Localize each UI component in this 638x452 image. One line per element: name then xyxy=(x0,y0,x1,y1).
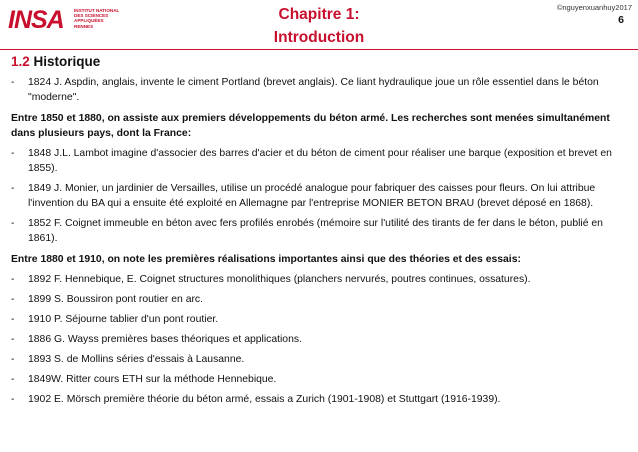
chapter-subtitle: Introduction xyxy=(273,29,365,46)
list-item xyxy=(11,352,629,367)
list-item-text: 1849 J. Monier, un jardinier de Versailles, utilise un procédé analogue pour fabriquer des caisses pour fleurs. On lui attribue l'invention du BA qui a ensuite été exploité en Allemagne par l'entreprise MONIER BETON BRAU (brevet déposé en 1868). xyxy=(28,183,596,209)
bullet-dash: - xyxy=(11,354,15,365)
bullet-dash: - xyxy=(11,77,15,88)
logo-subtitle-line: APPLIQUÉES xyxy=(74,18,104,24)
list-item xyxy=(11,392,629,407)
lead-paragraph: Entre 1880 et 1910, on note les premières réalisations importantes ainsi que des théories et des essais: xyxy=(11,254,521,265)
section-heading xyxy=(11,53,629,71)
list-item-text: 1893 S. de Mollins séries d'essais à Lausanne. xyxy=(28,354,245,365)
bullet-dash: - xyxy=(11,294,15,305)
slide-header xyxy=(0,0,638,50)
bullet-dash: - xyxy=(11,394,15,405)
list-item-text: 1849W. Ritter cours ETH sur la méthode Hennebique. xyxy=(28,374,277,385)
list-item-text: 1824 J. Aspdin, anglais, invente le ciment Portland (brevet anglais). Ce liant hydraulique joue un rôle essentiel dans le béton "moderne". xyxy=(28,77,599,103)
list-item xyxy=(11,332,629,347)
list-item xyxy=(11,272,629,287)
logo-subtitle-line: INSTITUT NATIONAL xyxy=(74,8,120,13)
list-item-text: 1892 F. Hennebique, E. Coignet structures monolithiques (planchers nervurés, poutres continues, ossatures). xyxy=(28,274,531,285)
slide-content xyxy=(11,53,629,412)
list-item-text: 1852 F. Coignet immeuble en béton avec fers profilés enrobés (mémoire sur l'utilité des tirants de fer dans le béton, publié en 1861). xyxy=(28,218,603,244)
list-item xyxy=(11,146,629,176)
bullet-dash: - xyxy=(11,314,15,325)
list-item xyxy=(11,75,629,105)
list-item-text: 1910 P. Séjourne tablier d'un pont routier. xyxy=(28,314,219,325)
header-divider xyxy=(0,49,638,50)
page-number: 6 xyxy=(618,14,624,26)
list-item-text: 1902 E. Mörsch première théorie du béton armé, essais a Zurich (1901-1908) et Stuttgart (1916-1939). xyxy=(28,394,501,405)
list-item xyxy=(11,181,629,211)
slide-title xyxy=(0,3,638,49)
section-number: 1.2 xyxy=(11,54,30,69)
list-item xyxy=(11,216,629,246)
list-item xyxy=(11,312,629,327)
list-item-text: 1886 G. Wayss premières bases théoriques et applications. xyxy=(28,334,302,345)
section-title: Historique xyxy=(33,54,101,69)
bullet-dash: - xyxy=(11,374,15,385)
copyright-notice: ©nguyenxuanhuy2017 xyxy=(556,3,632,12)
chapter-title: Chapitre 1: xyxy=(278,6,360,23)
bullet-dash: - xyxy=(11,183,15,194)
list-item-text: 1848 J.L. Lambot imagine d'associer des barres d'acier et du béton de ciment pour réaliser une barque (exposition et brevet en 1855). xyxy=(28,148,612,174)
bullet-dash: - xyxy=(11,334,15,345)
list-item xyxy=(11,372,629,387)
bullet-dash: - xyxy=(11,218,15,229)
bullet-dash: - xyxy=(11,148,15,159)
logo-subtitle-line: RENNES xyxy=(74,23,94,29)
logo-wordmark: INSA xyxy=(8,6,64,34)
lead-paragraph: Entre 1850 et 1880, on assiste aux premiers développements du béton armé. Les recherches sont menées simultanément dans plusieurs pays, dont la France: xyxy=(11,113,610,139)
list-item-text: 1899 S. Boussiron pont routier en arc. xyxy=(28,294,204,305)
logo-subtitle-line: DES SCIENCES xyxy=(74,13,109,19)
list-item xyxy=(11,292,629,307)
bullet-dash: - xyxy=(11,274,15,285)
